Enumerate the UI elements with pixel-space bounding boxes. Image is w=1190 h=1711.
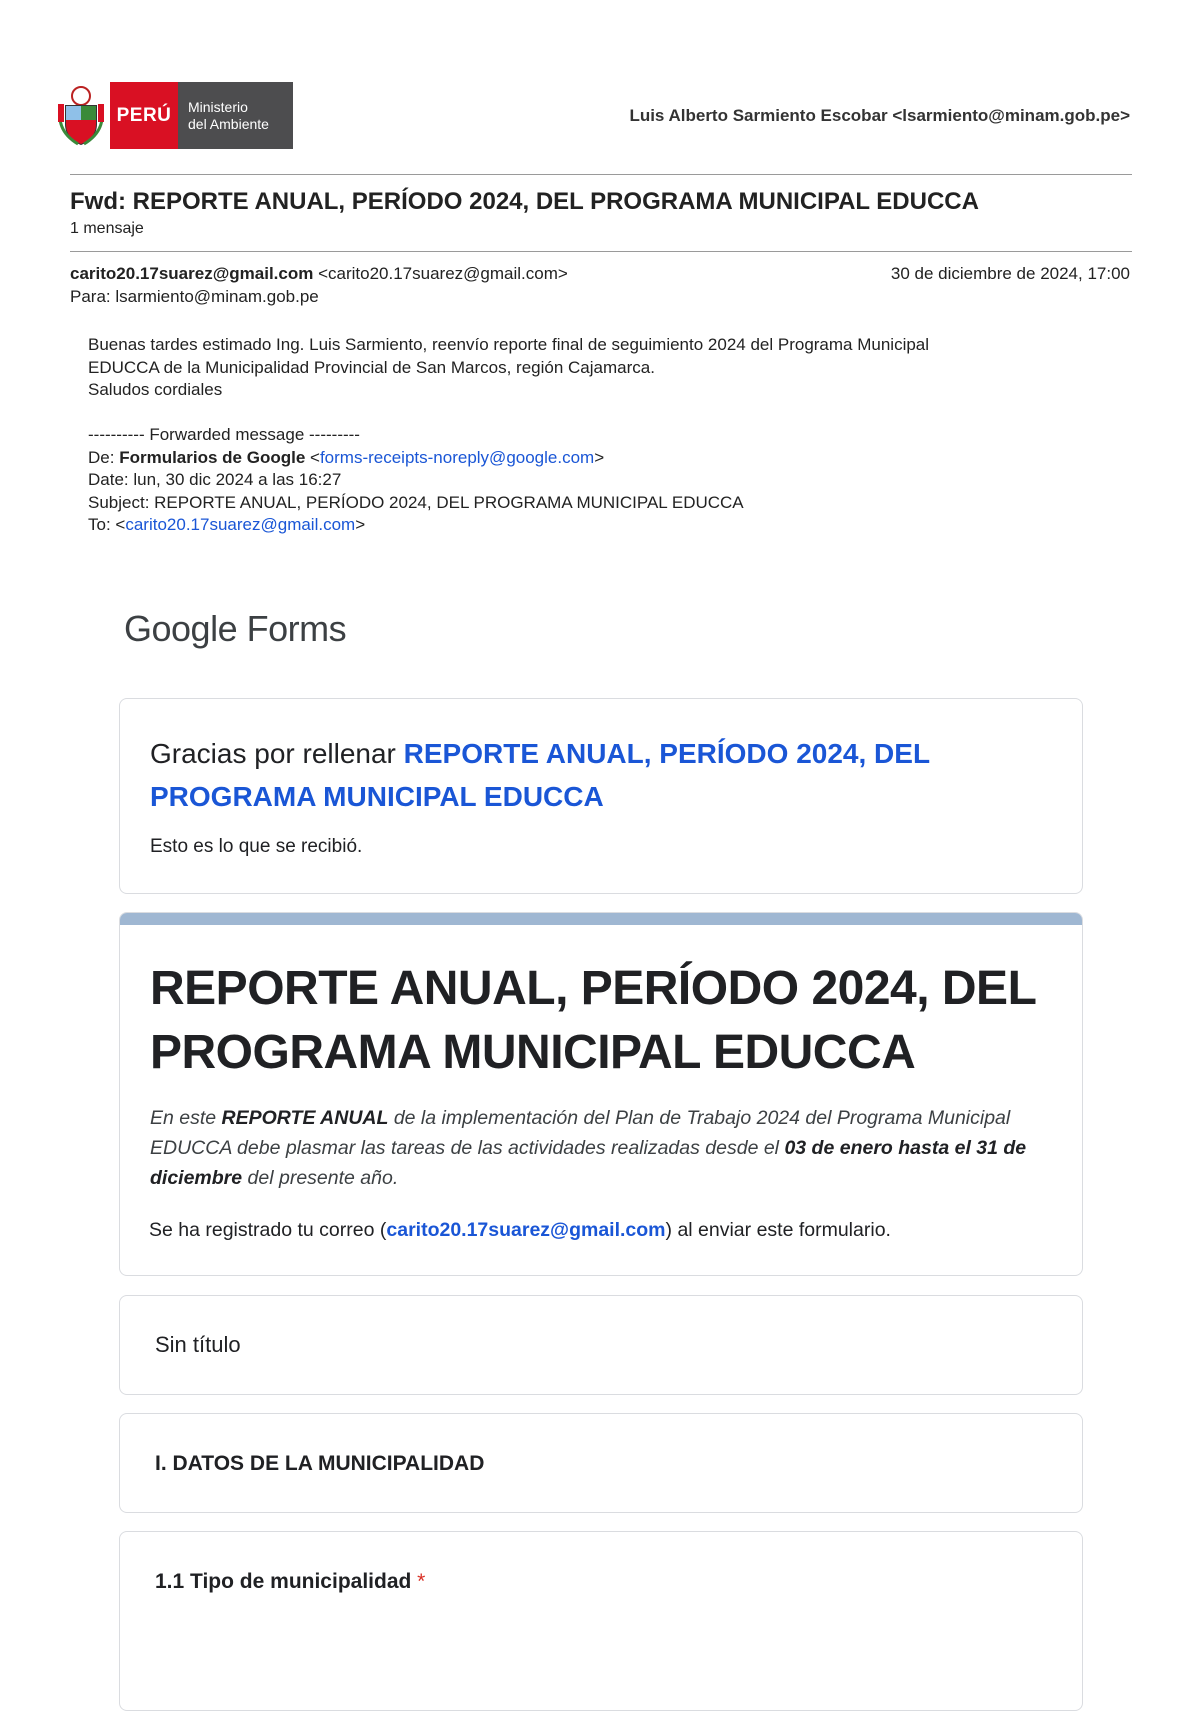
divider bbox=[70, 251, 1132, 252]
sender-name: carito20.17suarez@gmail.com bbox=[70, 264, 314, 283]
form-title-link[interactable]: REPORTE ANUAL, PERÍODO 2024, DEL PROGRAMA MUNICIPAL EDUCCA bbox=[150, 738, 930, 812]
forwarded-from-name: Formularios de Google bbox=[119, 447, 306, 467]
message-count: 1 mensaje bbox=[70, 220, 144, 237]
forwarded-block bbox=[88, 424, 744, 537]
section-title: Sin título bbox=[155, 1332, 241, 1357]
email-body bbox=[88, 334, 1088, 402]
section-title: I. DATOS DE LA MUNICIPALIDAD bbox=[155, 1452, 485, 1475]
forwarded-from: De: Formularios de Google <forms-receipts-noreply@google.com> bbox=[88, 447, 605, 467]
body-line: EDUCCA de la Municipalidad Provincial de San Marcos, región Cajamarca. bbox=[88, 357, 655, 377]
minam-logo bbox=[58, 82, 293, 149]
forwarded-to: To: <carito20.17suarez@gmail.com> bbox=[88, 515, 366, 534]
email-subject: Fwd: REPORTE ANUAL, PERÍODO 2024, DEL PROGRAMA MUNICIPAL EDUCCA bbox=[70, 188, 979, 215]
thanks-prefix: Gracias por rellenar bbox=[150, 738, 396, 769]
ministry-label bbox=[178, 82, 293, 149]
peru-label: PERÚ bbox=[110, 82, 178, 149]
sender-line bbox=[70, 264, 568, 284]
received-note: Esto es lo que se recibió. bbox=[150, 836, 363, 857]
recipient-line: Para: lsarmiento@minam.gob.pe bbox=[70, 287, 319, 306]
respondent-email: carito20.17suarez@gmail.com bbox=[386, 1219, 666, 1241]
forwarded-subject: Subject: REPORTE ANUAL, PERÍODO 2024, DEL PROGRAMA MUNICIPAL EDUCCA bbox=[88, 492, 744, 512]
thanks-heading bbox=[150, 732, 1030, 818]
section-card-municipality bbox=[119, 1413, 1083, 1513]
forwarded-date: Date: lun, 30 dic 2024 a las 16:27 bbox=[88, 470, 342, 489]
email-recorded-note: Se ha registrado tu correo (carito20.17suarez@gmail.com) al enviar este formulario. bbox=[149, 1219, 891, 1241]
sender-address: <carito20.17suarez@gmail.com> bbox=[318, 264, 568, 283]
account-name: Luis Alberto Sarmiento Escobar <lsarmiento@minam.gob.pe> bbox=[629, 106, 1130, 125]
peru-coat-of-arms-icon bbox=[58, 82, 104, 149]
form-accent-bar bbox=[120, 913, 1082, 925]
email-date: 30 de diciembre de 2024, 17:00 bbox=[890, 264, 1130, 283]
google-forms-logo: Google Forms bbox=[124, 608, 347, 649]
ministry-line-1: Ministerio bbox=[188, 98, 248, 115]
question-title: 1.1 Tipo de municipalidad * bbox=[155, 1570, 426, 1593]
form-title: REPORTE ANUAL, PERÍODO 2024, DEL PROGRAMA MUNICIPAL EDUCCA bbox=[150, 962, 1037, 1079]
ministry-line-2: del Ambiente bbox=[188, 115, 269, 132]
body-line: Buenas tardes estimado Ing. Luis Sarmiento, reenvío reporte final de seguimiento 2024 del Programa Municipal bbox=[88, 335, 930, 354]
thanks-card bbox=[119, 698, 1083, 894]
required-marker: * bbox=[417, 1570, 426, 1593]
question-card bbox=[119, 1531, 1083, 1711]
form-header-card bbox=[119, 912, 1083, 1276]
forwarded-from-email-link[interactable]: forms-receipts-noreply@google.com bbox=[319, 447, 595, 467]
forwarded-header: ---------- Forwarded message --------- bbox=[88, 425, 360, 444]
forwarded-to-email-link[interactable]: carito20.17suarez@gmail.com bbox=[125, 515, 356, 534]
section-card-untitled bbox=[119, 1295, 1083, 1395]
form-description: En este REPORTE ANUAL de la implementación del Plan de Trabajo 2024 del Programa Municipal EDUCCA debe plasmar las tareas de las actividades realizadas desde el 03 de enero hasta el 31 de diciembre del presente año. bbox=[150, 1107, 1027, 1189]
divider bbox=[70, 174, 1132, 175]
body-line: Saludos cordiales bbox=[88, 380, 223, 399]
